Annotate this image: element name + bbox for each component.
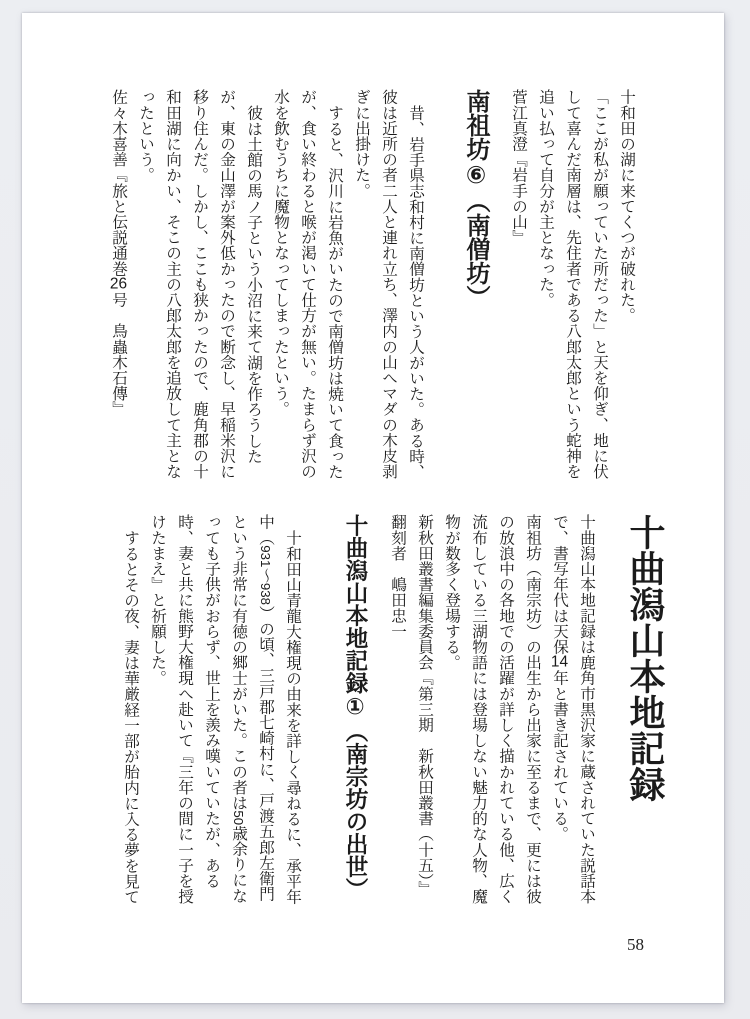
text-run: 歳余りになっても子供がおらず、世上を羨み嘆いていたが、ある時、妻と共に熊野大権現へ赴いて『三年の間に一子を授けたまえ』と祈願した。 [149,514,247,904]
rotated-number: 938 [258,582,273,606]
paragraph [438,514,546,909]
text-run: ～ [257,567,274,583]
nansobo-body-paragraphs [105,89,429,482]
page-number: 58 [627,935,644,954]
text-run: ）の頃、三戸郡七崎村に、戸渡五郎左衛門という非常に有徳の郷士がいた。この者は [230,514,274,902]
text-run: 南祖坊（南宗坊）の出生から出家に至るまで、更には彼の放浪中の各地での活躍が詳しく描かれている他、広く流布している三湖物語には登場しない魅力的な人物、魔物が数多く登場する。 [443,514,541,904]
rotated-number: 931 [258,545,273,568]
paragraph [117,514,144,909]
nansobo-lead-paragraphs [505,89,640,482]
text-run: 年と書き記されている。 [551,670,568,842]
text-run: 菅江真澄『岩手の山』 [510,89,527,245]
paragraph [613,89,640,482]
jukyokugata-episode-heading: 十曲潟山本地記録①（南宗坊の出世） [343,514,368,900]
nansobo-heading: 南祖坊⑥（南僧坊） [462,89,489,309]
jukyokugata-intro-paragraphs [384,514,600,909]
text-run: 十和田の湖に来てくつが破れた。 [618,89,635,323]
citation-line [505,89,532,482]
section-jukyokugata [117,514,670,909]
paragraph [267,89,348,482]
text-run: 翻刻者 嶋田忠一 [389,514,406,639]
text-run: 彼は土館の馬ノ子という小沼に来て湖を作ろうしたが、東の金山澤が案外低かったので断念し、早稲米沢に移り住んだ。しかし、ここも狭かったので、鹿角郡の十和田湖に向かい、そこの主の八郎太郎を追放して主となったという。 [137,89,262,479]
paragraph [546,514,600,909]
jukyokugata-main-heading: 十曲潟山本地記録 [625,514,666,802]
text-run: 昔、岩手県志和村に南僧坊という人がいた。ある時、彼は近所の者二人と連れ立ち、澤内の山へマダの木皮剥ぎに出掛けた。 [353,89,424,479]
jukyokugata-body-paragraphs [117,514,306,909]
text-run: 新秋田叢書編集委員会『第三期 新秋田叢書（十五）』 [416,514,433,897]
text-run: するとその夜、妻は華厳経一部が胎内に入る夢を見て [122,529,139,904]
tatechuyoko-number: 26 [109,276,128,292]
text-run: 十曲潟山本地記録は鹿角市黒沢家に蔵されていた説話本で、書写年代は天保 [551,514,595,904]
paragraph [532,89,613,482]
text-run: 号 鳥蟲木石傳』 [110,291,127,417]
citation-line [411,514,438,909]
paragraph [132,89,267,482]
citation-line [105,89,132,482]
citation-line [384,514,411,909]
text-run: 十和田山青龍大権現の由来を詳しく尋ねるに、承平年中（ [257,514,301,904]
tatechuyoko-number: 14 [550,654,569,670]
text-run: すると、沢川に岩魚がいたので南僧坊は焼いて食ったが、食い終わると喉が渇いて仕方が無い。たまらず沢の水を飲むうちに魔物となってしまったという。 [272,89,343,479]
rotated-number: 50 [231,810,246,826]
text-run: 「ここが私が願っていた所だった」と天を仰ぎ、地に伏して喜んだ南層は、先住者である八郎太郎という蛇神を追い払って自分が主となった。 [537,89,608,479]
paragraph [348,89,429,482]
text-run: 佐々木喜善『旅と伝説通巻 [110,89,127,277]
page-sheet [22,13,724,1003]
section-nansobo [105,89,640,482]
paragraph [144,514,306,909]
